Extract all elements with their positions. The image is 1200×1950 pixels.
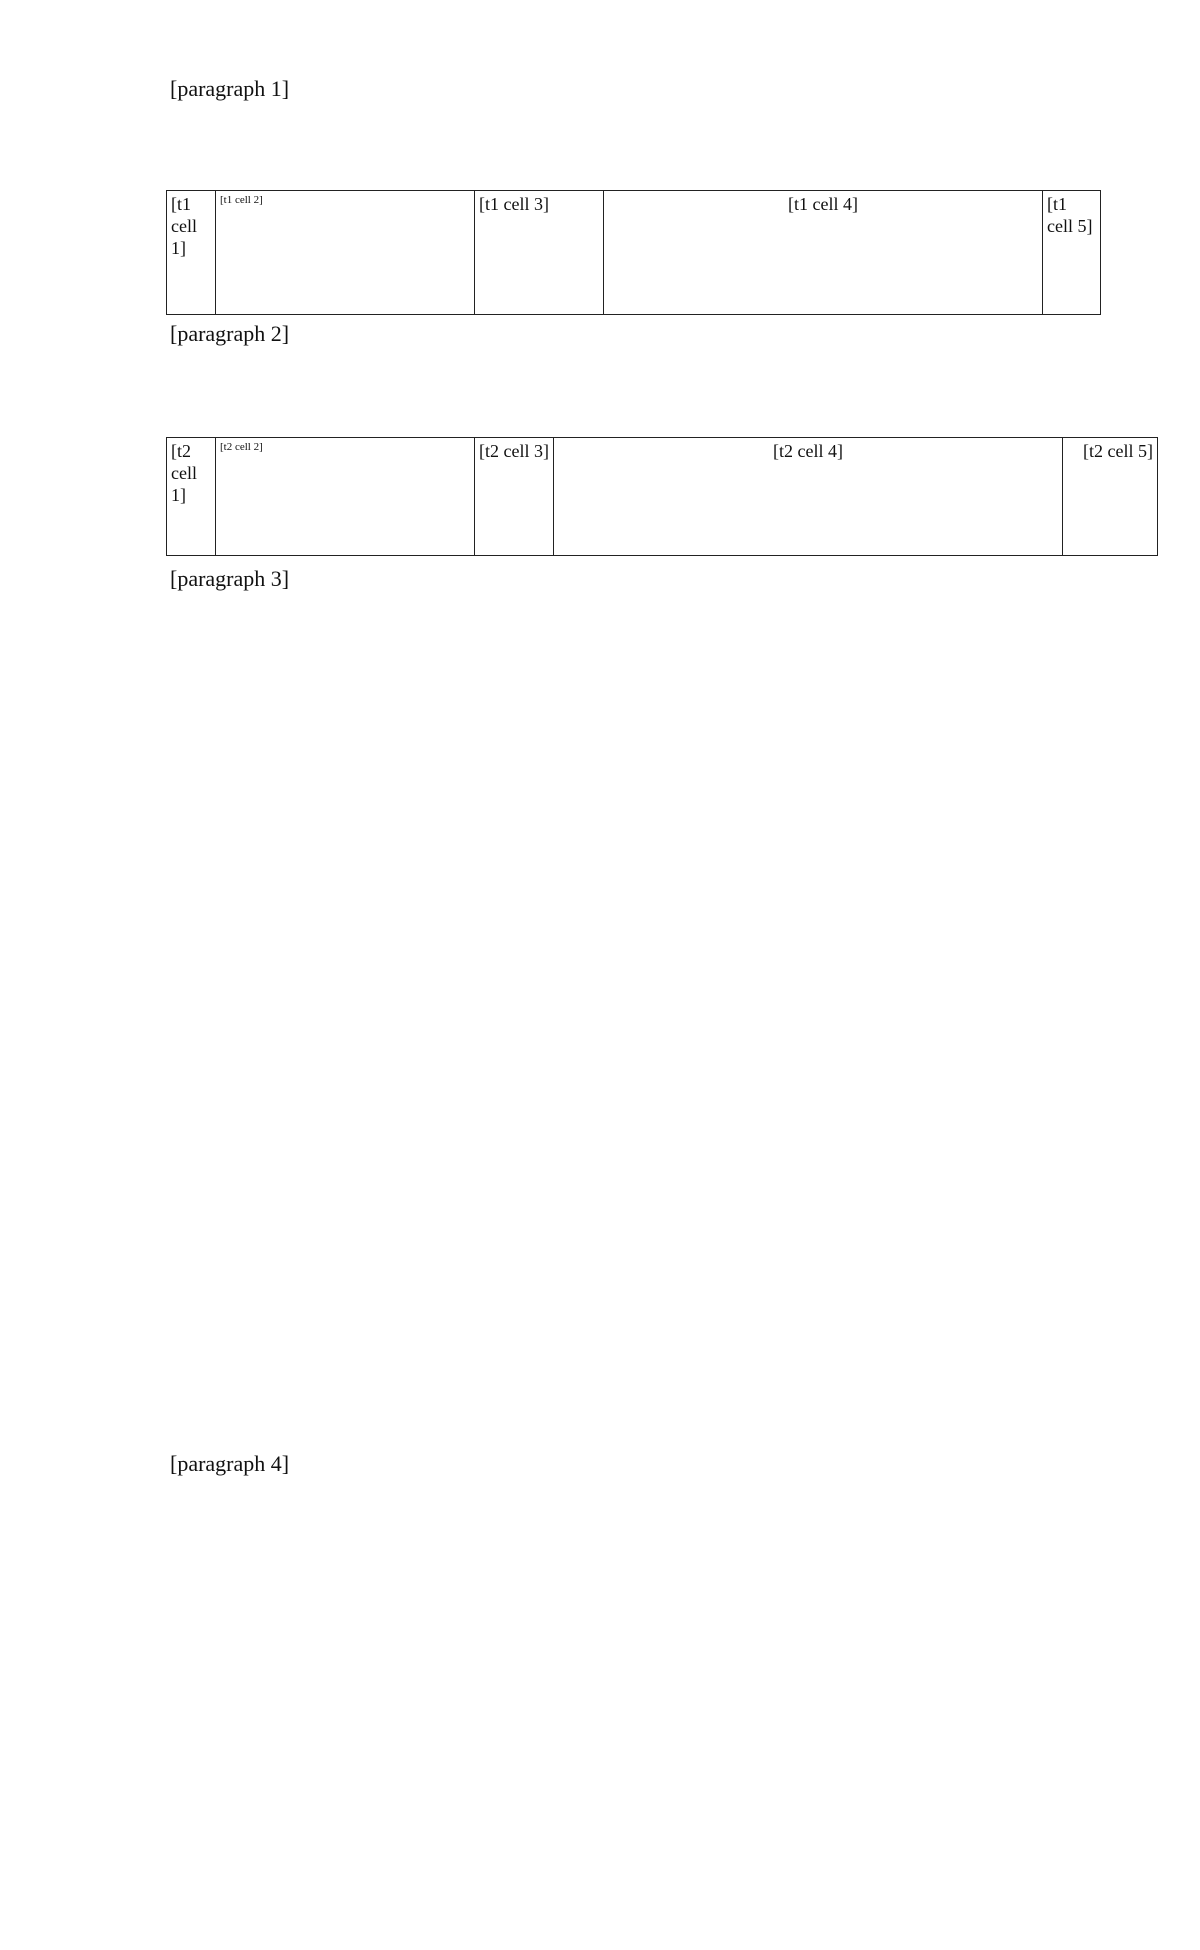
t1-cell-5: [t1 cell 5] bbox=[1043, 191, 1101, 315]
t1-cell-1: [t1 cell 1] bbox=[167, 191, 216, 315]
t2-cell-4: [t2 cell 4] bbox=[554, 438, 1063, 556]
t2-cell-1: [t2 cell 1] bbox=[167, 438, 216, 556]
t1-cell-2: [t1 cell 2] bbox=[216, 191, 475, 315]
paragraph-1: [paragraph 1] bbox=[170, 76, 290, 101]
t2-cell-2: [t2 cell 2] bbox=[216, 438, 475, 556]
table-row bbox=[167, 191, 1101, 315]
table-2 bbox=[166, 437, 1158, 556]
t1-cell-3: [t1 cell 3] bbox=[475, 191, 604, 315]
paragraph-2: [paragraph 2] bbox=[170, 321, 290, 346]
paragraph-3: [paragraph 3] bbox=[170, 566, 290, 591]
t1-cell-4: [t1 cell 4] bbox=[604, 191, 1043, 315]
table-row bbox=[167, 438, 1158, 556]
paragraph-4: [paragraph 4] bbox=[170, 1451, 290, 1476]
t2-cell-3: [t2 cell 3] bbox=[475, 438, 554, 556]
table-1 bbox=[166, 190, 1101, 315]
t2-cell-5: [t2 cell 5] bbox=[1063, 438, 1158, 556]
